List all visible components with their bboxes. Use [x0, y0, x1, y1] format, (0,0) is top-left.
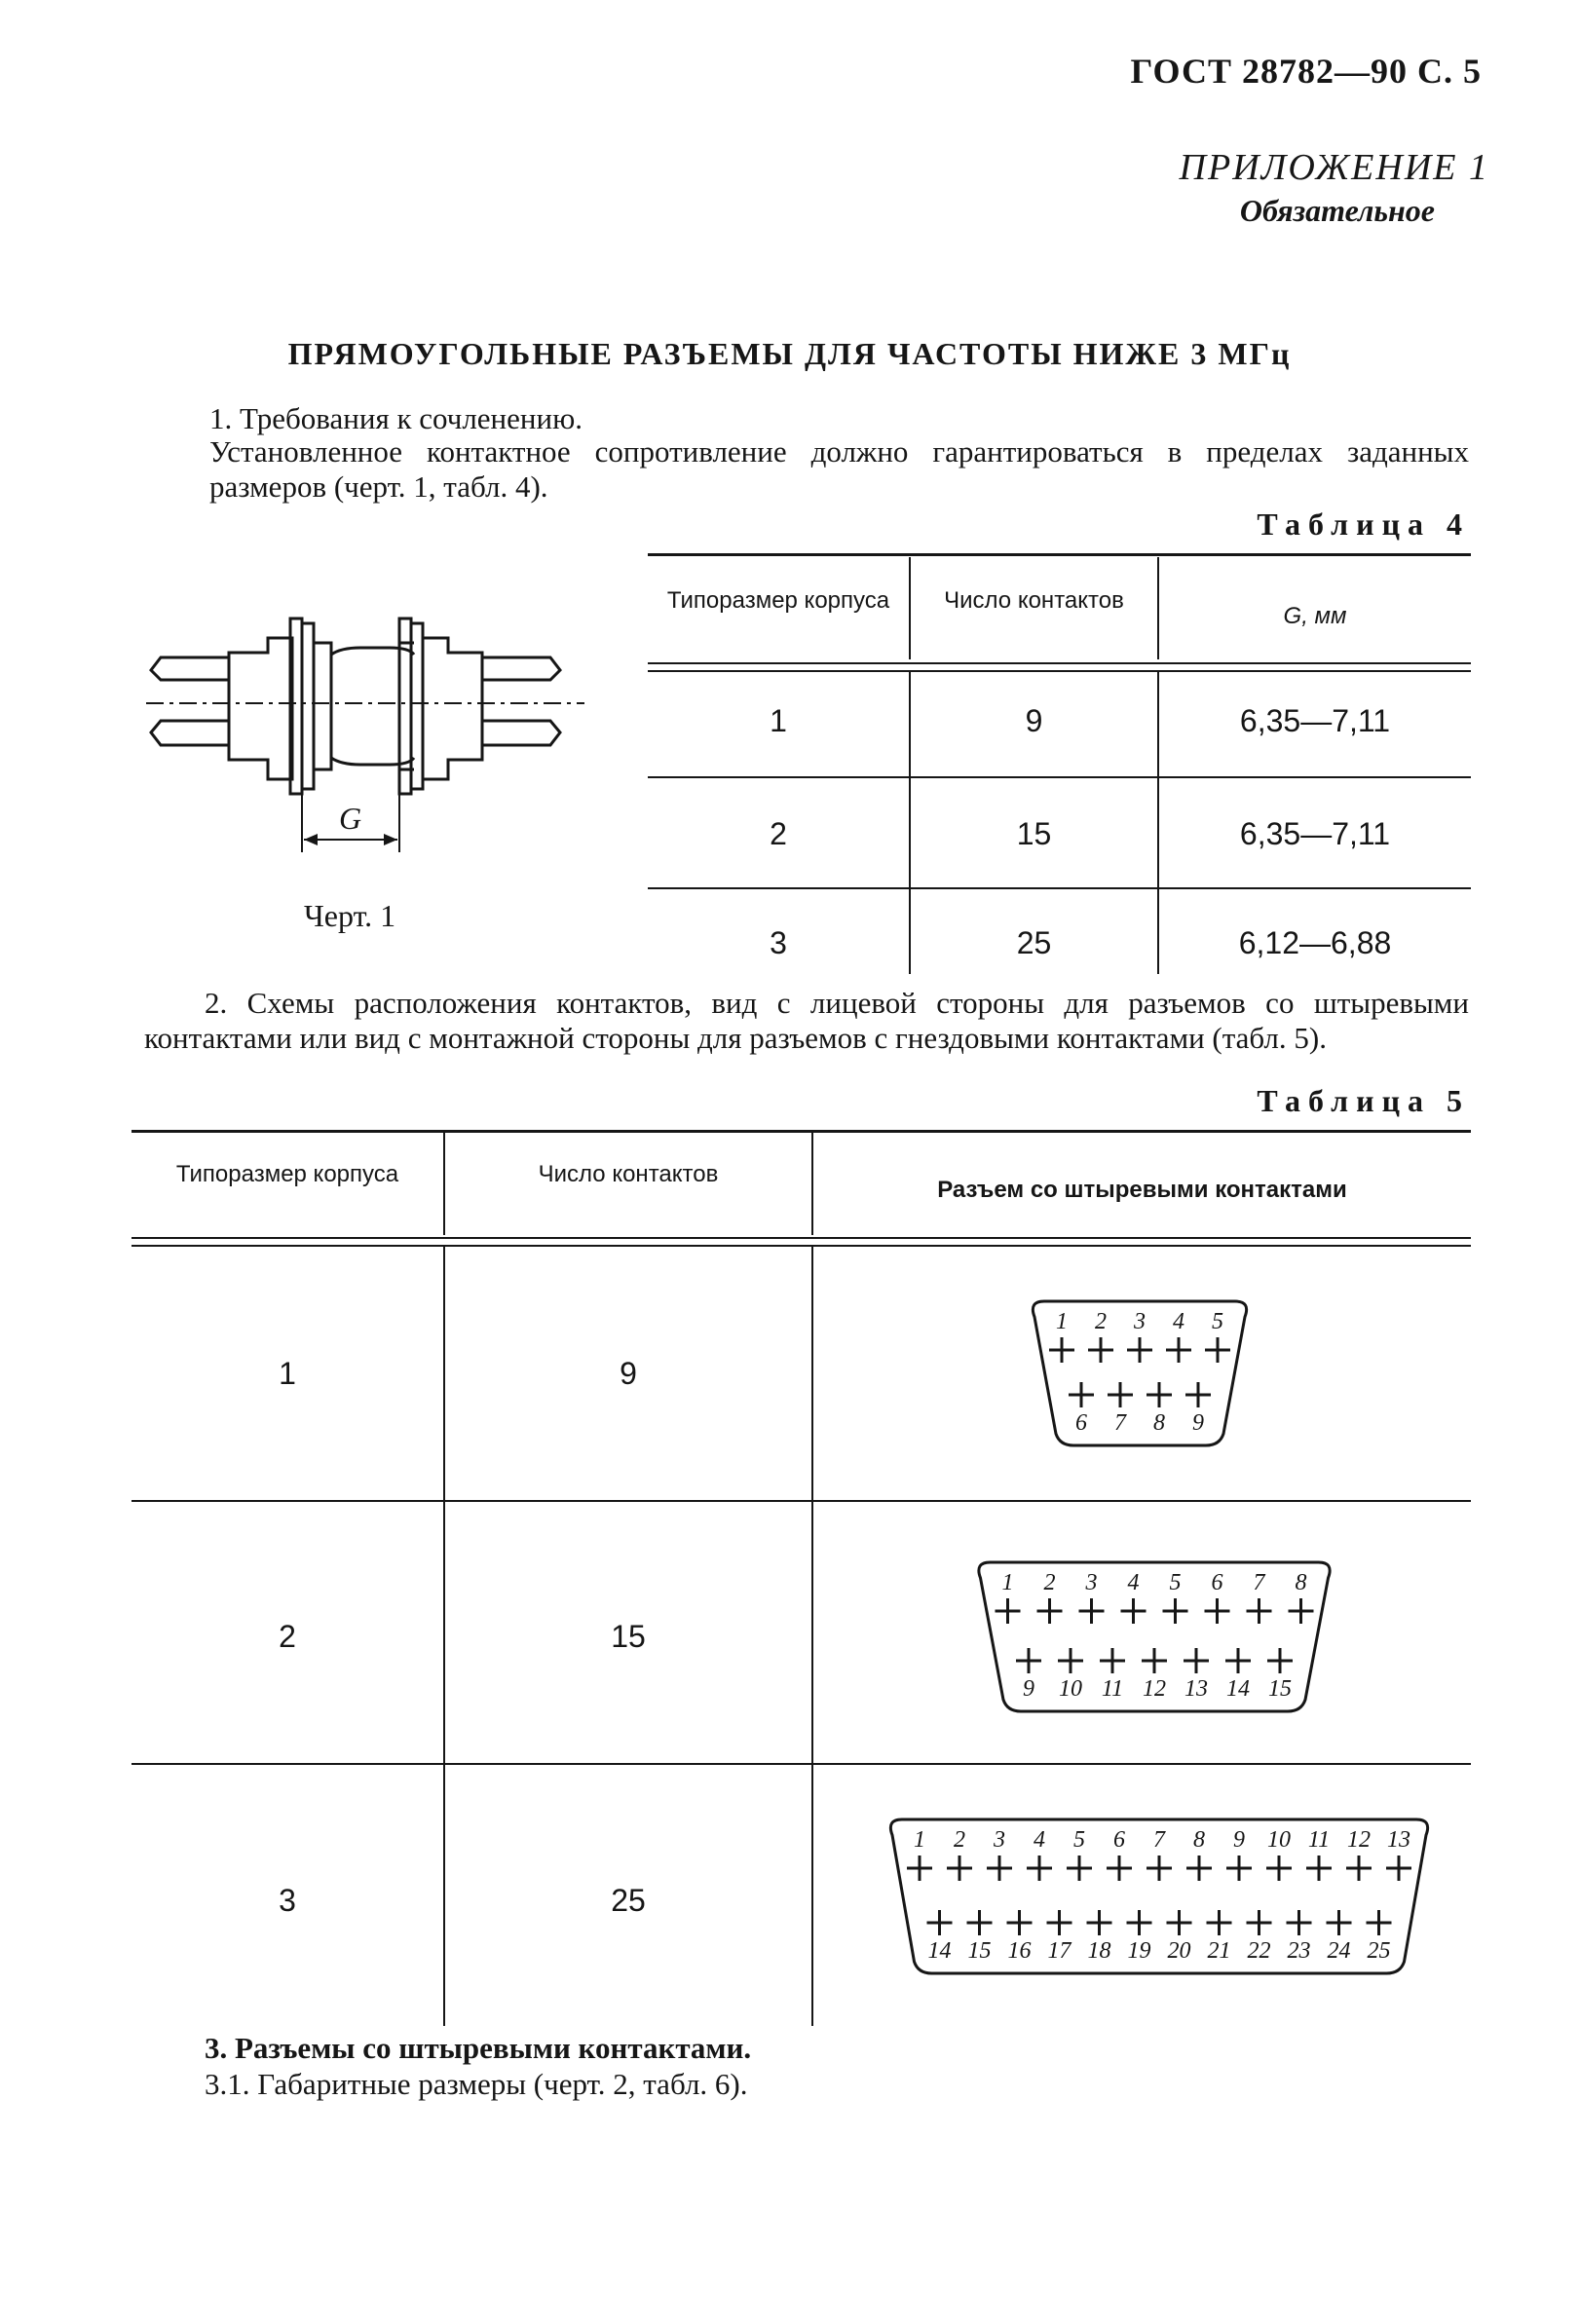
contact-pin: [1205, 1598, 1230, 1624]
pin-number-label: 8: [1153, 1410, 1165, 1436]
contact-pin: [1058, 1648, 1083, 1673]
pin-number-label: 9: [1023, 1676, 1034, 1702]
contact-pin: [1267, 1648, 1293, 1673]
table-4-row-rule: [648, 776, 1471, 778]
table-5-row-rule: [132, 1500, 1471, 1502]
table-4-cell: 6,35—7,11: [1239, 816, 1391, 851]
contact-pin: [1185, 1382, 1211, 1407]
contact-pin: [1088, 1337, 1113, 1363]
contact-pin: [1147, 1382, 1172, 1407]
pin-number-label: 8: [1295, 1570, 1307, 1595]
pin-number-label: 10: [1059, 1676, 1082, 1702]
table-4-cell: 9: [1025, 703, 1043, 738]
contact-pin: [1247, 1598, 1272, 1624]
pin-number-label: 4: [1173, 1309, 1184, 1334]
table-5-header-size: Типоразмер корпуса: [175, 1161, 399, 1187]
section-1-text: Установленное контактное сопротивление должно гарантироваться в пределах заданных размеров (черт. 1, табл. 4).: [209, 434, 1469, 504]
contact-pin: [907, 1855, 932, 1881]
pin-number-label: 24: [1327, 1938, 1351, 1964]
pin-number-label: 6: [1075, 1410, 1087, 1436]
table-5-caption: Таблица 5: [1257, 1083, 1470, 1118]
dimension-g-label: G: [339, 801, 362, 836]
figure-1-caption: Черт. 1: [304, 898, 396, 933]
pinout-25-contact: [862, 1814, 1456, 1979]
table-5-top-rule: [132, 1130, 1471, 1133]
table-5-cell-count: 15: [611, 1619, 646, 1654]
table-4-header-size: Типоразмер корпуса: [666, 587, 890, 614]
contact-pin: [1107, 1855, 1132, 1881]
table-5-cell-count: 25: [611, 1883, 646, 1918]
page-title: ПРЯМОУГОЛЬНЫЕ РАЗЪЕМЫ ДЛЯ ЧАСТОТЫ НИЖЕ 3 МГц: [287, 336, 1292, 371]
contact-pin: [1121, 1598, 1147, 1624]
contact-pin: [1127, 1337, 1152, 1363]
pin-number-label: 7: [1153, 1827, 1165, 1853]
table-4-cell: 15: [1016, 816, 1052, 851]
pinout-9-contact: [994, 1295, 1286, 1451]
contact-pin: [1266, 1855, 1292, 1881]
pin-number-label: 7: [1253, 1570, 1265, 1595]
pin-number-label: 11: [1101, 1676, 1124, 1702]
table-5-header-count: Число контактов: [538, 1161, 719, 1187]
pin-number-label: 25: [1367, 1938, 1391, 1964]
pin-number-label: 9: [1192, 1410, 1204, 1436]
table-4-top-rule: [648, 553, 1471, 556]
connector-drawing: [136, 584, 594, 877]
pin-number-label: 6: [1211, 1570, 1223, 1595]
contact-pin: [927, 1910, 953, 1935]
table-4-header-count: Число контактов: [944, 587, 1124, 614]
contact-pin: [967, 1910, 993, 1935]
contact-pin: [996, 1598, 1021, 1624]
pin-number-label: 8: [1193, 1827, 1205, 1853]
table-5-cell-size: 1: [279, 1356, 296, 1391]
section-3-heading: 3. Разъемы со штыревыми контактами.: [205, 2031, 752, 2065]
pin-number-label: 17: [1047, 1938, 1071, 1964]
pin-number-label: 10: [1267, 1827, 1291, 1853]
table-5-row-rule: [132, 1763, 1471, 1765]
contact-pin: [1287, 1910, 1312, 1935]
contact-pin: [1016, 1648, 1041, 1673]
contact-pin: [1027, 1855, 1052, 1881]
contact-pin: [1069, 1382, 1094, 1407]
contact-pin: [1226, 1855, 1252, 1881]
contact-pin: [1166, 1337, 1191, 1363]
pin-number-label: 14: [927, 1938, 952, 1964]
contact-pin: [987, 1855, 1012, 1881]
pin-number-label: 2: [1043, 1570, 1056, 1595]
contact-pin: [947, 1855, 972, 1881]
pin-number-label: 15: [1268, 1676, 1292, 1702]
pin-number-label: 4: [1034, 1827, 1045, 1853]
contact-pin: [1037, 1598, 1063, 1624]
table-4-row-rule: [648, 887, 1471, 889]
pin-number-label: 15: [967, 1938, 992, 1964]
pin-number-label: 5: [1073, 1827, 1085, 1853]
pin-number-label: 3: [1134, 1309, 1146, 1334]
table-5-column-divider: [811, 1247, 813, 2026]
contact-pin: [1079, 1598, 1105, 1624]
contact-pin: [1047, 1910, 1072, 1935]
contact-pin: [1067, 1855, 1092, 1881]
pin-number-label: 6: [1113, 1827, 1125, 1853]
pin-number-label: 1: [914, 1827, 925, 1853]
appendix-status: Обязательное: [1239, 193, 1435, 228]
pin-number-label: 21: [1207, 1938, 1231, 1964]
contact-pin: [1289, 1598, 1314, 1624]
pin-number-label: 2: [1095, 1309, 1107, 1334]
pin-number-label: 11: [1307, 1827, 1331, 1853]
pin-number-label: 16: [1007, 1938, 1032, 1964]
pin-number-label: 13: [1184, 1676, 1208, 1702]
contact-pin: [1163, 1598, 1188, 1624]
pin-number-label: 12: [1347, 1827, 1371, 1853]
pin-number-label: 7: [1114, 1410, 1126, 1436]
pin-number-label: 13: [1387, 1827, 1410, 1853]
pin-number-label: 14: [1226, 1676, 1250, 1702]
table-4-cell: 6,12—6,88: [1238, 925, 1392, 960]
pin-number-label: 3: [994, 1827, 1005, 1853]
contact-pin: [1205, 1337, 1230, 1363]
section-3-1-text: 3.1. Габаритные размеры (черт. 2, табл. 6).: [205, 2067, 748, 2101]
table-4-cell: 25: [1016, 925, 1052, 960]
contact-pin: [1087, 1910, 1112, 1935]
pin-number-label: 2: [954, 1827, 965, 1853]
contact-pin: [1225, 1648, 1251, 1673]
contact-pin: [1327, 1910, 1352, 1935]
contact-pin: [1049, 1337, 1074, 1363]
table-4-cell: 6,35—7,11: [1239, 703, 1391, 738]
table-5-header-rule: [132, 1237, 1471, 1239]
contact-pin: [1100, 1648, 1125, 1673]
pin-number-label: 1: [1056, 1309, 1068, 1334]
document-reference: ГОСТ 28782—90 С. 5: [1130, 52, 1482, 91]
appendix-label: ПРИЛОЖЕНИЕ 1: [1179, 147, 1489, 188]
contact-pin: [1184, 1648, 1209, 1673]
section-2-text: 2. Схемы расположения контактов, вид с лицевой стороны для разъемов со штыревыми контактами или вид с монтажной стороны для разъемов с гнездовыми контактами (табл. 5).: [144, 986, 1469, 1055]
contact-pin: [1186, 1855, 1212, 1881]
pinout-15-contact: [950, 1556, 1359, 1717]
table-4-header-rule: [648, 662, 1471, 664]
table-5-cell-size: 2: [279, 1619, 296, 1654]
pin-number-label: 19: [1127, 1938, 1151, 1964]
table-4-caption: Таблица 4: [1257, 506, 1470, 542]
table-4-cell: 3: [770, 925, 787, 960]
contact-pin: [1127, 1910, 1152, 1935]
contact-pin: [1007, 1910, 1033, 1935]
table-5-cell-count: 9: [620, 1356, 637, 1391]
pin-number-label: 12: [1143, 1676, 1166, 1702]
table-4-header-g: G, мм: [1283, 603, 1347, 629]
contact-pin: [1306, 1855, 1332, 1881]
contact-pin: [1386, 1855, 1411, 1881]
pin-number-label: 20: [1167, 1938, 1191, 1964]
section-1-heading: 1. Требования к сочленению.: [209, 401, 583, 435]
table-4-cell: 2: [770, 816, 787, 851]
pin-number-label: 23: [1287, 1938, 1311, 1964]
pin-number-label: 4: [1127, 1570, 1140, 1595]
contact-pin: [1346, 1855, 1372, 1881]
pin-number-label: 3: [1085, 1570, 1098, 1595]
pin-number-label: 9: [1233, 1827, 1245, 1853]
pin-number-label: 1: [1001, 1570, 1014, 1595]
table-5-header-connector: Разъем со штыревыми контактами: [937, 1177, 1347, 1203]
table-5-cell-size: 3: [279, 1883, 296, 1918]
pin-number-label: 22: [1247, 1938, 1271, 1964]
table-4-cell: 1: [770, 703, 787, 738]
table-4-header-rule: [648, 670, 1471, 672]
contact-pin: [1147, 1855, 1172, 1881]
table-5-header-rule: [132, 1245, 1471, 1247]
contact-pin: [1167, 1910, 1192, 1935]
pin-number-label: 5: [1169, 1570, 1182, 1595]
contact-pin: [1108, 1382, 1133, 1407]
contact-pin: [1247, 1910, 1272, 1935]
contact-pin: [1207, 1910, 1232, 1935]
contact-pin: [1142, 1648, 1167, 1673]
pin-number-label: 5: [1212, 1309, 1223, 1334]
pin-number-label: 18: [1087, 1938, 1111, 1964]
contact-pin: [1367, 1910, 1392, 1935]
